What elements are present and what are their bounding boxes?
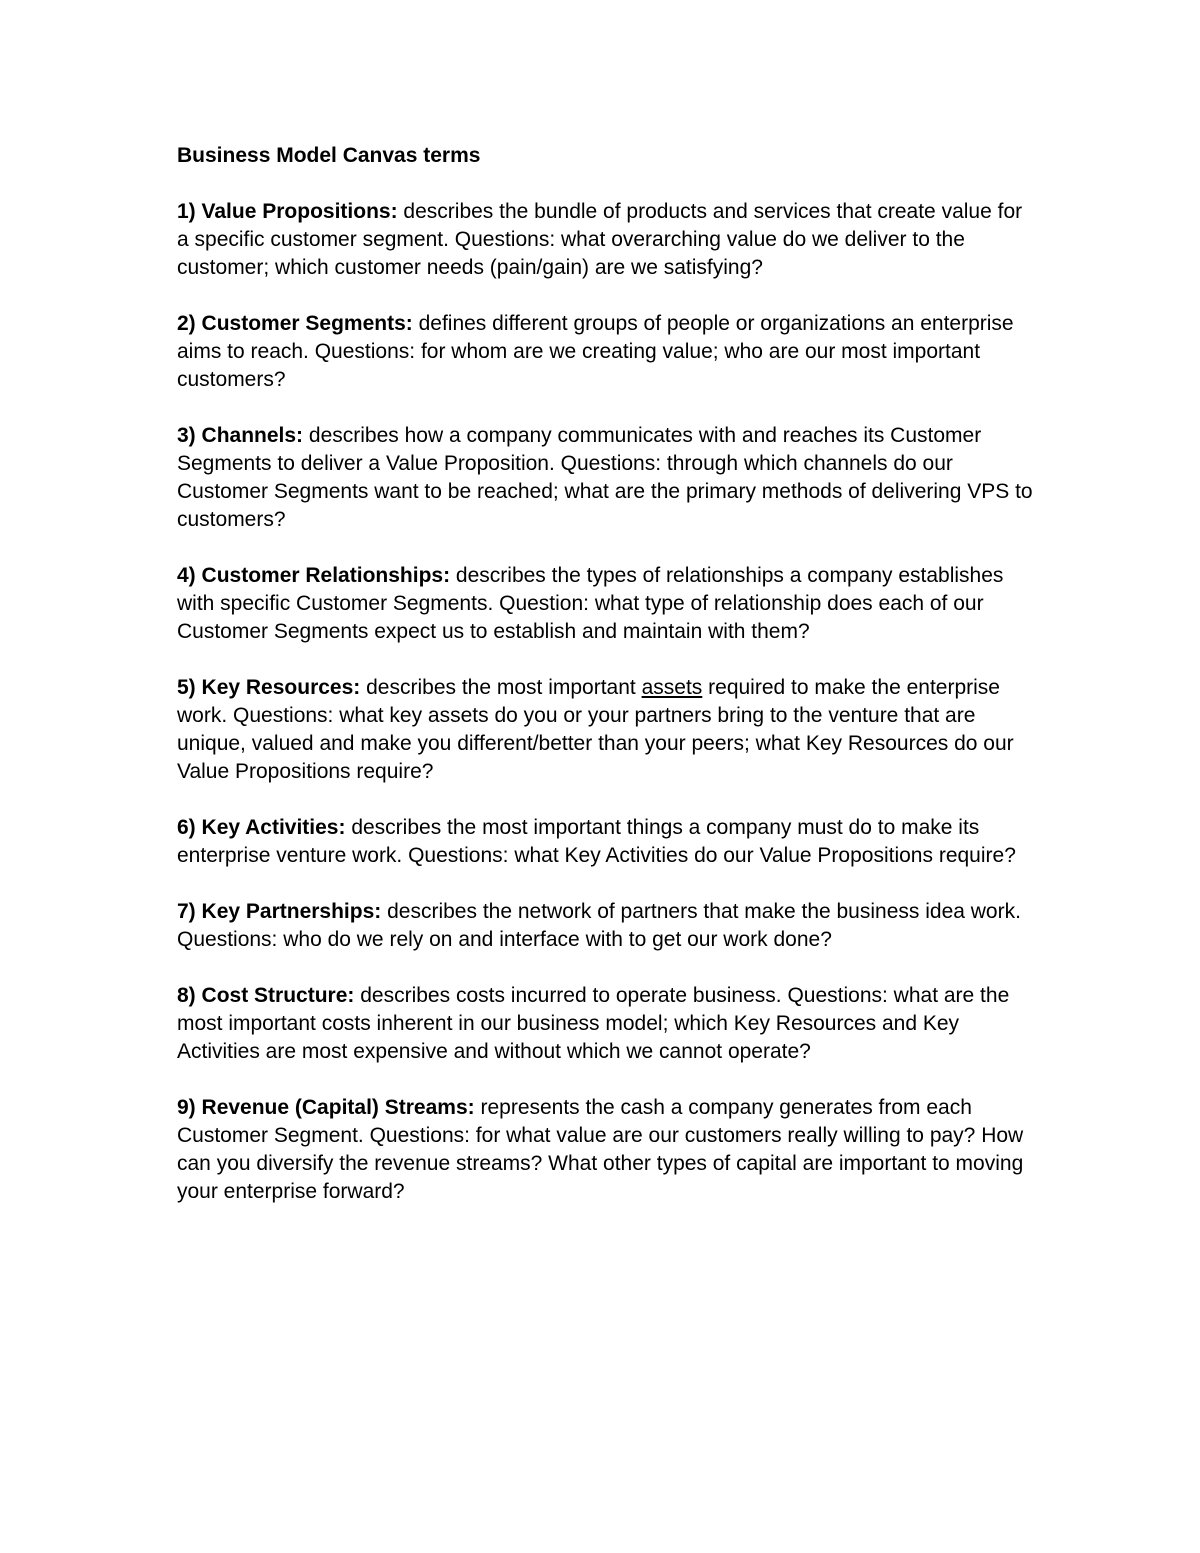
term-name: Customer Relationships: [201, 564, 451, 587]
term-description: defines different groups of people or organizations an enterprise aims to reach. Questions: for whom are we creating value; who are our most important customers? [177, 312, 1014, 391]
term-name: Value Propositions: [201, 200, 398, 223]
term-description: describes the types of relationships a company establishes with specific Customer Segments. Question: what type of relationship does each of our Customer Segments expect us to establish and maintain with them? [177, 564, 1004, 643]
term-description: represents the cash a company generates from each Customer Segment. Questions: for what value are our customers really willing to pay? How can you diversify the revenue streams? What other types of capital are important to moving your enterprise forward? [177, 1096, 1024, 1203]
term-name: Key Resources: [201, 676, 361, 699]
term-description: describes the most important things a company must do to make its enterprise venture work. Questions: what Key Activities do our Value Propositions require? [177, 816, 1016, 867]
term-number: 5) [177, 676, 196, 699]
term-number: 8) [177, 984, 196, 1007]
term-underlined-word: assets [641, 676, 703, 699]
document-page [177, 142, 1037, 1234]
term-number: 7) [177, 900, 196, 923]
term-channels [177, 422, 1037, 534]
term-revenue-streams [177, 1094, 1037, 1206]
term-description-end: required to make the enterprise work. Questions: what key assets do you or your partners bring to the venture that are unique, valued and make you different/better than your peers; what Key Resources do our Value Propositions require? [177, 676, 1014, 783]
term-number: 4) [177, 564, 196, 587]
term-description: describes costs incurred to operate business. Questions: what are the most important costs inherent in our business model; which Key Resources and Key Activities are most expensive and without which we cannot operate? [177, 984, 1010, 1063]
term-name: Key Activities: [201, 816, 346, 839]
term-value-propositions [177, 198, 1037, 282]
term-key-resources [177, 674, 1037, 786]
term-name: Cost Structure: [201, 984, 355, 1007]
term-number: 3) [177, 424, 196, 447]
term-key-activities [177, 814, 1037, 870]
term-name: Customer Segments: [201, 312, 413, 335]
term-description: describes the network of partners that make the business idea work. Questions: who do we rely on and interface with to get our work done? [177, 900, 1021, 951]
term-description: describes the bundle of products and services that create value for a specific customer segment. Questions: what overarching value do we deliver to the customer; which customer needs (pain/gain) are we satisfying? [177, 200, 1023, 279]
term-description: describes how a company communicates with and reaches its Customer Segments to deliver a Value Proposition. Questions: through which channels do our Customer Segments want to be reached; what are the primary methods of delivering VPS to customers? [177, 424, 1033, 531]
term-number: 2) [177, 312, 196, 335]
term-name: Revenue (Capital) Streams: [201, 1096, 475, 1119]
term-customer-segments [177, 310, 1037, 394]
term-cost-structure [177, 982, 1037, 1066]
term-number: 6) [177, 816, 196, 839]
term-customer-relationships [177, 562, 1037, 646]
term-description-start: describes the most important [366, 676, 636, 699]
term-name: Channels: [201, 424, 304, 447]
term-name: Key Partnerships: [201, 900, 382, 923]
term-number: 9) [177, 1096, 196, 1119]
term-number: 1) [177, 200, 196, 223]
term-key-partnerships [177, 898, 1037, 954]
document-title: Business Model Canvas terms [177, 144, 481, 167]
